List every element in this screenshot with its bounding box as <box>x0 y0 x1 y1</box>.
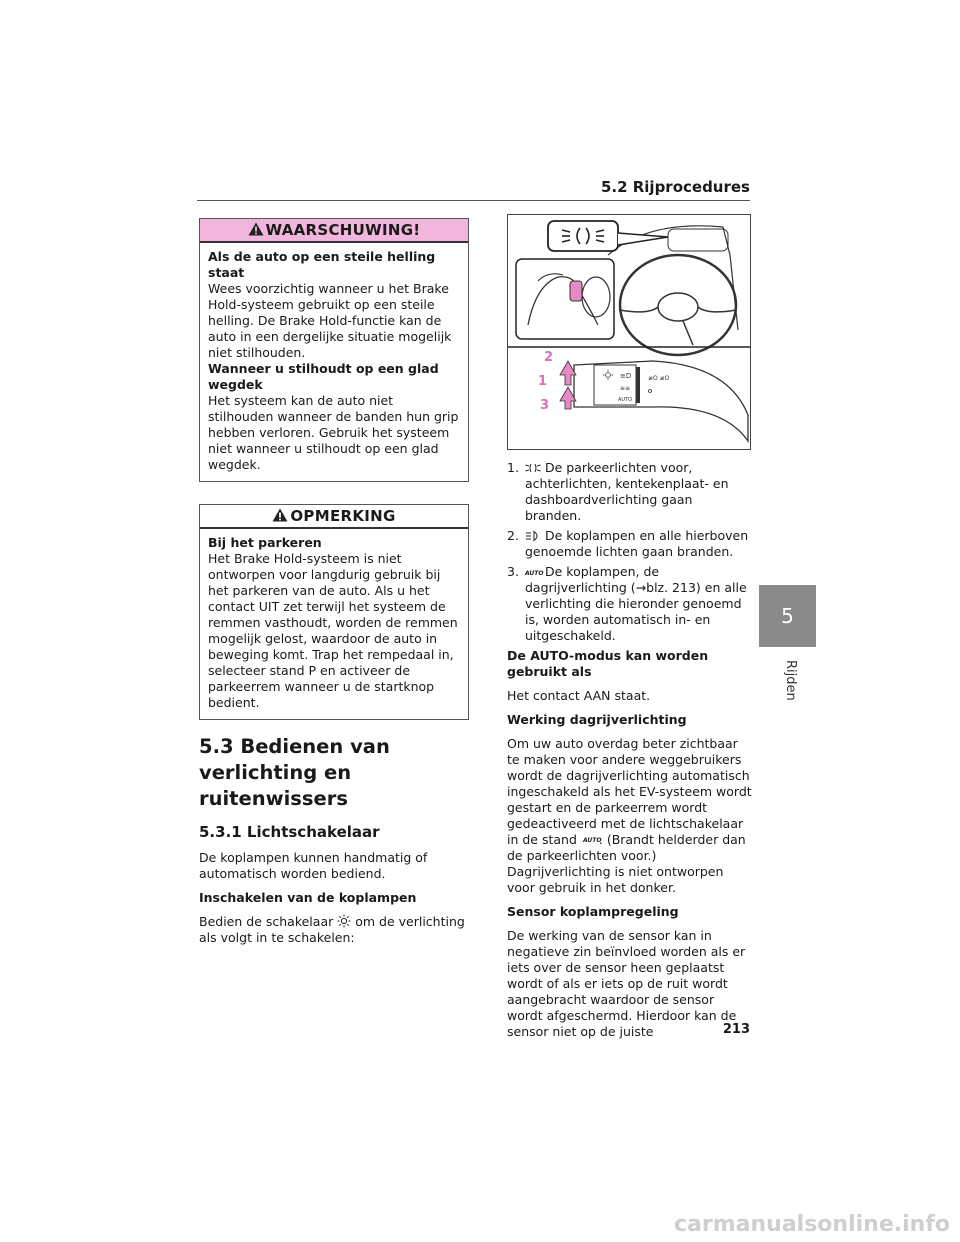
header-rule <box>197 200 750 201</box>
section-title: 5.3 Bedienen van verlichting en ruitenwissers <box>199 735 390 810</box>
drl-heading: Werking dagrijverlichting <box>507 712 687 727</box>
running-header: 5.2 Rijprocedures <box>600 178 750 196</box>
stalk-auto-label: AUTO <box>618 397 633 403</box>
warning-title: WAARSCHUWING! <box>265 221 421 239</box>
switch-on-text-b: om de verlichting als volgt in te schakelen: <box>199 914 465 945</box>
note-title: OPMERKING <box>290 507 396 525</box>
warning-header <box>200 219 468 243</box>
chapter-tab: 5 <box>759 585 816 647</box>
auto-light-icon <box>581 834 602 846</box>
subsection-title: 5.3.1 Lichtschakelaar <box>199 823 380 841</box>
auto-mode-text: Het contact AAN staat. <box>507 688 651 703</box>
left-column <box>199 218 469 946</box>
light-switch-icon <box>337 914 351 928</box>
parking-light-icon <box>525 462 541 474</box>
intro-text: De koplampen kunnen handmatig of automatisch worden bediend. <box>199 850 428 881</box>
figure-label-1: 1 <box>538 374 548 389</box>
svg-text:≡≡: ≡≡ <box>620 385 631 392</box>
sensor-text: De werking van de sensor kan in negatieve zin beïnvloed worden als er iets over de sensor heen geplaatst wordt of als er iets op de ruit wordt aangebracht waardoor de sensor wordt afgeschermd. Hierdoor kan de sensor niet op de juiste <box>507 928 746 1039</box>
caution-triangle-icon <box>272 508 288 522</box>
note-box <box>199 504 469 720</box>
headlight-icon <box>525 530 541 542</box>
auto-light-icon <box>525 566 544 578</box>
switch-on-text <box>199 914 469 946</box>
note-heading-1: Bij het parkeren <box>208 535 322 550</box>
warning-heading-2: Wanneer u stilhoudt op een glad wegdek <box>208 361 439 392</box>
svg-text:≢O ≢O: ≢O ≢O <box>648 375 670 382</box>
drl-text-a: Om uw auto overdag beter zichtbaar te maken voor andere weggebruikers wordt de dagrijverlichting automatisch ingeschakeld als het EV-systeem wordt gestart en de parkeerrem wordt gedeactiveerd met de lichtschakelaar in de stand <box>507 736 752 847</box>
chapter-tab-label: Rijden <box>783 660 798 701</box>
svg-text:AUTO: AUTO <box>525 570 544 577</box>
warning-heading-1: Als de auto op een steile helling staat <box>208 249 436 280</box>
svg-text:≡D: ≡D <box>620 372 632 380</box>
figure-label-3: 3 <box>540 398 550 413</box>
svg-text:AUTO: AUTO <box>582 837 602 844</box>
switch-on-heading: Inschakelen van de koplampen <box>199 890 417 905</box>
figure-label-2: 2 <box>544 350 554 365</box>
warning-box <box>199 218 469 482</box>
switch-on-text-a: Bedien de schakelaar <box>199 914 334 929</box>
light-switch-illustration <box>508 215 750 449</box>
auto-mode-heading: De AUTO-modus kan worden gebruikt als <box>507 648 709 679</box>
list-item: 3. AUTO De koplampen, de dagrijverlichting (→blz. 213) en alle verlichting die hieronder genoemd is, worden automatisch in- en uitgeschakeld. <box>507 564 747 643</box>
note-text-1: Het Brake Hold-systeem is niet ontworpen voor langdurig gebruik bij het parkeren van de auto. Als u het contact UIT zet terwijl het systeem de remmen vasthoudt, worden de remmen mogelijk gelost, waardoor de auto in beweging komt. Trap het rempedaal in, selecteer stand P en activeer de parkeerrem wanneer u de startknop bedient. <box>208 551 458 710</box>
list-item: 1. De parkeerlichten voor, achterlichten, kentekenplaat- en dashboardverlichting gaan branden. <box>507 460 729 523</box>
watermark: carmanualsonline.info <box>674 1212 950 1237</box>
right-column <box>507 460 752 1040</box>
light-switch-figure <box>507 214 751 450</box>
page-number: 213 <box>722 1022 750 1037</box>
warning-text-1: Wees voorzichtig wanneer u het Brake Hold-systeem gebruikt op een steile helling. De Brake Hold-functie kan de auto in een dergelijke situatie mogelijk niet stilhouden. <box>208 281 452 360</box>
warning-text-2: Het systeem kan de auto niet stilhouden wanneer de banden hun grip hebben verloren. Gebruik het systeem niet wanneer u stilhoudt op een glad wegdek. <box>208 393 459 472</box>
warning-triangle-icon <box>248 222 264 236</box>
sensor-heading: Sensor koplampregeling <box>507 904 679 919</box>
list-item: 2. De koplampen en alle hierboven genoemde lichten gaan branden. <box>507 528 749 559</box>
drl-text <box>507 736 752 896</box>
note-header <box>200 505 468 529</box>
drl-text-b: . (Brandt helderder dan de parkeerlichten voor.) Dagrijverlichting is niet ontworpen voor gebruik in het donker. <box>507 832 746 895</box>
